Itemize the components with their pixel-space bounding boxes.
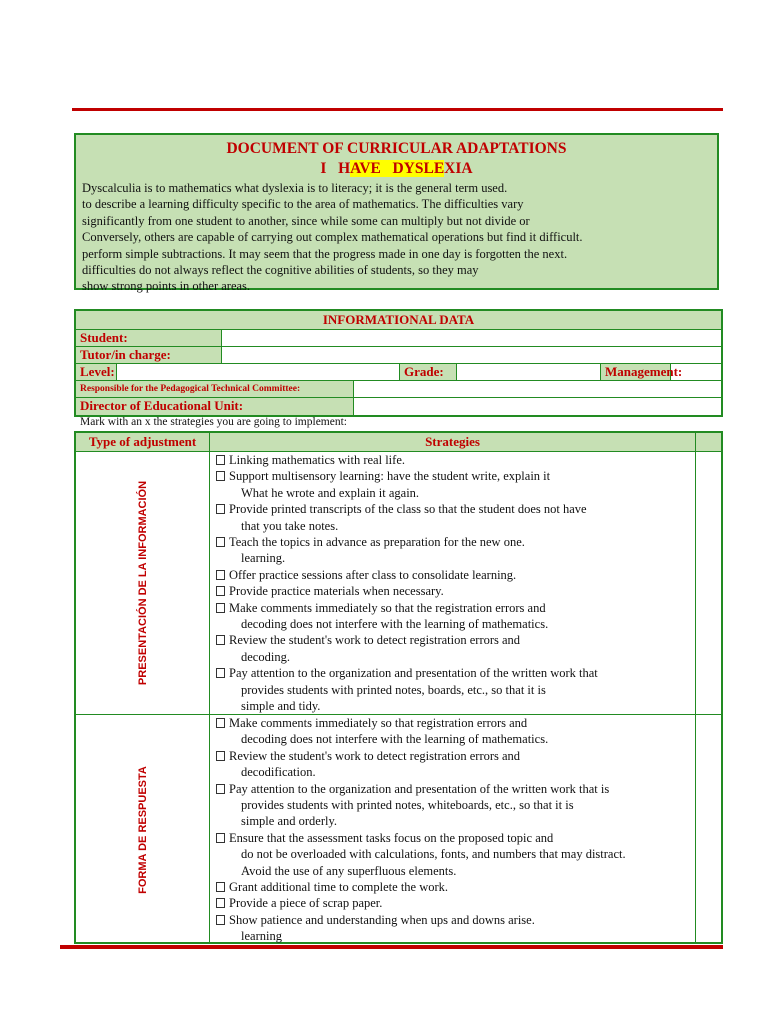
strategy-item [216,830,691,879]
strategy-item [216,501,691,534]
strategy-text: Pay attention to the organization and presentation of the written work that [229,666,598,681]
director-field[interactable] [354,398,721,415]
committee-label: Responsible for the Pedagogical Technical Committee: [76,381,354,397]
strategy-continuation-line [216,649,691,665]
strategy-item [216,665,691,714]
strategy-item [216,583,691,599]
strategy-text: decoding does not interfere with the learning of mathematics. [241,617,549,632]
intro-line: Conversely, others are capable of carrying out complex mathematical operations but find it difficult. [82,230,583,245]
strategy-continuation-line [216,797,691,813]
strategy-item [216,600,691,633]
strategy-item [216,748,691,781]
strategy-item [216,895,691,911]
strategy-line [216,501,691,517]
strategy-item [216,781,691,830]
checkbox-icon[interactable] [216,586,225,596]
grade-field[interactable] [457,364,601,380]
strategy-line [216,534,691,550]
student-label: Student: [76,330,222,346]
strategy-text: simple and orderly. [241,814,338,829]
strategy-continuation-line [216,550,691,566]
strategy-line [216,567,691,583]
strategy-item [216,912,691,945]
strategy-line [216,632,691,648]
strategy-line [216,879,691,895]
strategy-text: simple and tidy. [241,699,321,714]
management-field[interactable] [671,364,721,380]
strategy-text: Show patience and understanding when ups and downs arise. [229,912,535,927]
strategy-text: Provide printed transcripts of the class so that the student does not have [229,502,587,517]
checkbox-icon[interactable] [216,537,225,547]
strategy-list [210,452,696,714]
checkbox-icon[interactable] [216,668,225,678]
strategy-text: Avoid the use of any superfluous elements. [241,863,457,878]
strategies-table [74,431,723,944]
strategy-text: Provide a piece of scrap paper. [229,896,383,911]
strategy-continuation-line [216,616,691,632]
strategy-line [216,452,691,468]
checkbox-icon[interactable] [216,915,225,925]
director-row [76,398,721,415]
mark-cell[interactable] [696,452,721,714]
group-label: PRESENTACIÓN DE LA INFORMACIÓN [136,480,149,686]
checkbox-icon[interactable] [216,784,225,794]
checkbox-icon[interactable] [216,455,225,465]
informational-data-table [74,309,723,417]
strategy-line [216,748,691,764]
strategy-text: that you take notes. [241,518,339,533]
strategy-continuation-line [216,485,691,501]
strategy-continuation-line [216,731,691,747]
group-label-cell [76,715,210,944]
strategy-text: Grant additional time to complete the work. [229,880,449,895]
checkbox-icon[interactable] [216,471,225,481]
strategy-item [216,534,691,567]
strategy-text: provides students with printed notes, boards, etc., so that it is [241,682,546,697]
strategy-item [216,632,691,665]
strategy-text: Provide practice materials when necessary. [229,584,444,599]
strategy-line [216,468,691,484]
strategy-line [216,583,691,599]
strategy-continuation-line [216,846,691,862]
grade-label: Grade: [400,364,457,380]
mark-column-header [696,433,721,451]
intro-paragraph [76,179,717,295]
strategy-item [216,452,691,468]
checkbox-icon[interactable] [216,898,225,908]
strategy-item [216,879,691,895]
group-response-form [76,715,721,944]
committee-row [76,381,721,398]
informational-data-heading: INFORMATIONAL DATA [76,311,721,330]
strategy-continuation-line [216,698,691,714]
strategies-header: Strategies [210,433,696,451]
type-of-adjustment-header: Type of adjustment [76,433,210,451]
strategy-text: Offer practice sessions after class to consolidate learning. [229,567,517,582]
strategy-item [216,468,691,501]
strategy-continuation-line [216,813,691,829]
strategy-text: decodification. [241,765,316,780]
strategy-continuation-line [216,863,691,879]
tutor-label: Tutor/in charge: [76,347,222,363]
student-row [76,330,721,347]
tutor-row [76,347,721,364]
strategy-text: decoding does not interfere with the learning of mathematics. [241,732,549,747]
strategy-line [216,895,691,911]
mark-cell[interactable] [696,715,721,944]
bottom-divider-rule [60,945,723,949]
checkbox-icon[interactable] [216,504,225,514]
intro-line: to describe a learning difficulty specific to the area of mathematics. The difficulties vary [82,197,524,212]
level-field[interactable] [117,364,400,380]
intro-line: show strong points in other areas. [82,279,251,294]
strategy-text: Review the student's work to detect registration errors and [229,748,521,763]
strategy-text: Pay attention to the organization and presentation of the written work that is [229,781,610,796]
strategy-text: Ensure that the assessment tasks focus on the proposed topic and [229,830,554,845]
subtitle-suffix: XIA [444,160,473,177]
strategy-item [216,715,691,748]
strategy-text: provides students with printed notes, whiteboards, etc., so that it is [241,798,574,813]
intro-line: perform simple subtractions. It may seem that the progress made in one day is forgotten the next. [82,246,568,261]
strategy-continuation-line [216,764,691,780]
checkbox-icon[interactable] [216,751,225,761]
level-grade-row [76,364,721,381]
strategy-list [210,715,696,944]
group-presentation [76,452,721,715]
strategy-line [216,830,691,846]
strategy-text: What he wrote and explain it again. [241,485,420,500]
strategy-line [216,912,691,928]
strategy-continuation-line [216,682,691,698]
strategy-text: Support multisensory learning: have the student write, explain it [229,469,551,484]
strategy-line [216,665,691,681]
strategy-line [216,715,691,731]
level-label: Level: [76,364,117,380]
student-field[interactable] [222,330,721,346]
checkbox-icon[interactable] [216,718,225,728]
intro-box [74,133,719,294]
tutor-field[interactable] [222,347,721,363]
strategy-line [216,600,691,616]
strategy-text: learning. [241,551,286,566]
intro-line: difficulties do not always reflect the cognitive abilities of students, so they may [82,263,479,278]
checkbox-icon[interactable] [216,833,225,843]
strategy-text: Teach the topics in advance as preparation for the new one. [229,535,525,550]
top-divider-rule [72,108,723,111]
strategy-text: Linking mathematics with real life. [229,453,405,467]
management-label: Management: [601,364,671,380]
strategies-header-row [76,433,721,452]
strategy-continuation-line [216,928,691,944]
subtitle-prefix: I H [320,160,351,177]
group-label-cell [76,452,210,714]
checkbox-icon[interactable] [216,603,225,613]
intro-line: significantly from one student to another, since while some can multiply but not divide or [82,213,530,228]
checkbox-icon[interactable] [216,635,225,645]
group-label: FORMA DE RESPUESTA [136,765,149,894]
director-label: Director of Educational Unit: [76,398,354,415]
checkbox-icon[interactable] [216,570,225,580]
strategy-text: Make comments immediately so that registration errors and [229,716,528,730]
subtitle-highlight: AVE DYSLE [350,160,445,177]
strategy-text: learning [241,929,282,944]
strategy-text: Review the student's work to detect registration errors and [229,633,521,648]
intro-line: Dyscalculia is to mathematics what dyslexia is to literacy; it is the general term used. [82,181,508,195]
strategy-text: do not be overloaded with calculations, fonts, and numbers that may distract. [241,847,626,862]
strategy-text: Make comments immediately so that the registration errors and [229,600,546,615]
strategy-continuation-line [216,518,691,534]
instruction-text: Mark with an x the strategies you are going to implement: [80,416,347,428]
strategy-line [216,781,691,797]
strategy-text: decoding. [241,649,290,664]
committee-field[interactable] [354,381,721,397]
checkbox-icon[interactable] [216,882,225,892]
document-subtitle [76,159,717,179]
document-title: DOCUMENT OF CURRICULAR ADAPTATIONS [226,140,567,157]
strategy-item [216,567,691,583]
